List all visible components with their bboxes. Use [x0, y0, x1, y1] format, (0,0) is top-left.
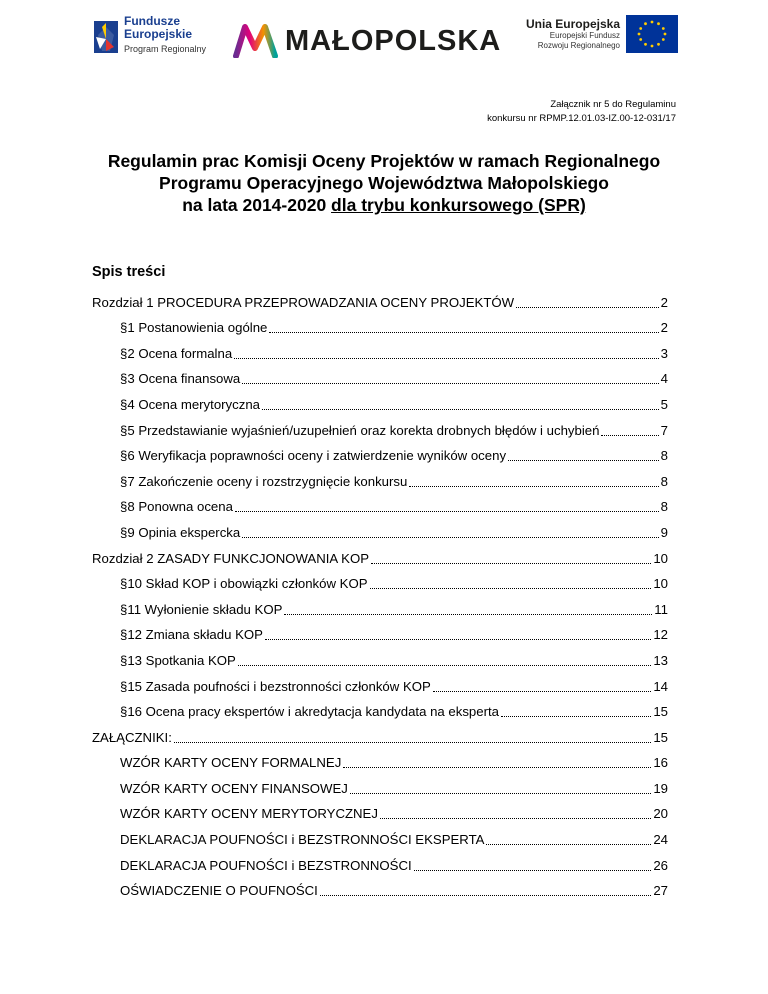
title-line3-plain: na lata 2014-2020	[182, 195, 332, 215]
unia-europejska-logo	[524, 15, 684, 59]
fe-text	[124, 15, 206, 56]
toc-leader-dots	[269, 331, 658, 333]
toc-entry-page: 16	[653, 755, 668, 771]
toc-entry[interactable]	[92, 464, 668, 490]
document-title	[60, 150, 708, 216]
toc-leader-dots	[262, 408, 659, 410]
toc-entry[interactable]	[92, 515, 668, 541]
toc-leader-dots	[601, 434, 658, 436]
toc-leader-dots	[371, 562, 651, 564]
title-line2: Programu Operacyjnego Województwa Małopolskiego	[159, 173, 609, 193]
toc-leader-dots	[235, 510, 659, 512]
toc-entry-label: §13 Spotkania KOP	[120, 652, 236, 668]
toc-leader-dots	[501, 715, 651, 717]
toc-entry-page: 13	[653, 652, 668, 668]
toc-entry-page: 8	[660, 473, 668, 489]
toc-entry-label: ZAŁĄCZNIKI:	[92, 729, 172, 745]
toc-leader-dots	[516, 306, 659, 308]
toc-entry[interactable]	[92, 490, 668, 516]
toc-entry-page: 12	[653, 627, 668, 643]
malopolska-logo	[233, 22, 502, 62]
ue-title: Unia Europejska	[525, 17, 620, 31]
toc-entry[interactable]	[92, 643, 668, 669]
toc-entry-label: §6 Weryfikacja poprawności oceny i zatwierdzenie wyników oceny	[120, 448, 507, 464]
toc-entry-label: WZÓR KARTY OCENY MERYTORYCZNEJ	[120, 806, 378, 822]
toc-entry[interactable]	[92, 413, 668, 439]
toc-leader-dots	[238, 664, 651, 666]
toc-entry[interactable]	[92, 592, 668, 618]
toc-entry[interactable]	[92, 336, 668, 362]
toc-entry[interactable]	[92, 771, 668, 797]
toc-entry[interactable]	[92, 387, 668, 413]
toc-entry-label: §10 Skład KOP i obowiązki członków KOP	[120, 576, 368, 592]
toc-entry[interactable]	[92, 746, 668, 772]
toc-entry-page: 15	[653, 729, 668, 745]
toc-leader-dots	[414, 869, 652, 871]
malopolska-m-icon	[233, 24, 279, 58]
toc-entry-label: §16 Ocena pracy ekspertów i akredytacja kandydata na eksperta	[120, 704, 499, 720]
toc-entry-page: 10	[653, 550, 668, 566]
toc-leader-dots	[370, 587, 652, 589]
toc-entry-page: 26	[653, 857, 668, 873]
toc-entry-label: §4 Ocena merytoryczna	[120, 396, 260, 412]
malopolska-text: MAŁOPOLSKA	[285, 25, 502, 57]
toc-entry-page: 9	[660, 524, 668, 540]
toc-entry-page: 7	[660, 422, 668, 438]
toc-leader-dots	[343, 766, 651, 768]
toc-entry-label: §15 Zasada poufności i bezstronności członków KOP	[120, 678, 431, 694]
title-line1: Regulamin prac Komisji Oceny Projektów w ramach Regionalnego	[107, 151, 661, 171]
fe-line3: Program Regionalny	[124, 44, 207, 54]
toc-entry-label: WZÓR KARTY OCENY FINANSOWEJ	[120, 780, 348, 796]
table-of-contents	[92, 285, 668, 899]
toc-entry-page: 2	[660, 294, 668, 310]
toc-entry-label: Rozdział 2 ZASADY FUNKCJONOWANIA KOP	[92, 550, 370, 566]
toc-entry-page: 5	[660, 396, 668, 412]
toc-entry-page: 27	[653, 883, 668, 899]
toc-entry-label: WZÓR KARTY OCENY FORMALNEJ	[120, 755, 342, 771]
toc-entry-label: §12 Zmiana składu KOP	[120, 627, 263, 643]
toc-entry[interactable]	[92, 285, 668, 311]
ue-sub1: Europejski Fundusz	[549, 31, 620, 40]
toc-entry-page: 8	[660, 499, 668, 515]
toc-entry-page: 20	[653, 806, 668, 822]
toc-entry-page: 4	[660, 371, 668, 387]
toc-entry-label: Rozdział 1 PROCEDURA PRZEPROWADZANIA OCENY PROJEKTÓW	[92, 294, 515, 310]
toc-entry-page: 8	[660, 448, 668, 464]
toc-entry-label: §5 Przedstawianie wyjaśnień/uzupełnień oraz korekta drobnych błędów i uchybień	[120, 422, 600, 438]
toc-leader-dots	[242, 382, 658, 384]
toc-heading: Spis treści	[92, 264, 166, 280]
toc-entry[interactable]	[92, 567, 668, 593]
toc-entry-label: §3 Ocena finansowa	[120, 371, 241, 387]
toc-leader-dots	[409, 485, 658, 487]
toc-entry-page: 15	[653, 704, 668, 720]
toc-entry[interactable]	[92, 874, 668, 900]
toc-entry[interactable]	[92, 669, 668, 695]
toc-leader-dots	[380, 817, 651, 819]
ue-sub2: Rozwoju Regionalnego	[537, 41, 620, 50]
toc-leader-dots	[242, 536, 658, 538]
logo-band	[0, 0, 768, 75]
toc-entry[interactable]	[92, 720, 668, 746]
toc-entry[interactable]	[92, 848, 668, 874]
title-line3	[60, 194, 708, 216]
toc-entry-page: 24	[653, 832, 668, 848]
toc-entry[interactable]	[92, 618, 668, 644]
fundusze-europejskie-logo	[92, 15, 242, 59]
toc-entry-label: §9 Opinia ekspercka	[120, 524, 241, 540]
attachment-note	[487, 98, 676, 126]
title-line3-underlined: dla trybu konkursowego (SPR)	[331, 195, 586, 215]
eu-flag-icon	[626, 15, 678, 53]
toc-entry-page: 2	[660, 320, 668, 336]
toc-entry[interactable]	[92, 311, 668, 337]
toc-entry[interactable]	[92, 822, 668, 848]
toc-leader-dots	[265, 638, 651, 640]
toc-entry-label: §2 Ocena formalna	[120, 345, 233, 361]
toc-leader-dots	[508, 459, 659, 461]
toc-entry[interactable]	[92, 797, 668, 823]
toc-leader-dots	[320, 894, 652, 896]
toc-leader-dots	[350, 792, 651, 794]
attachment-line2: konkursu nr RPMP.12.01.03-IZ.00-12-031/17	[487, 113, 676, 124]
attachment-line1: Załącznik nr 5 do Regulaminu	[550, 99, 676, 110]
toc-entry[interactable]	[92, 362, 668, 388]
toc-entry[interactable]	[92, 439, 668, 465]
toc-entry-label: §11 Wyłonienie składu KOP	[120, 601, 283, 617]
fe-line2: Europejskie	[124, 27, 193, 41]
toc-entry-label: §8 Ponowna ocena	[120, 499, 233, 515]
toc-leader-dots	[486, 843, 651, 845]
toc-leader-dots	[284, 613, 652, 615]
toc-entry[interactable]	[92, 541, 668, 567]
toc-entry-label: DEKLARACJA POUFNOŚCI i BEZSTRONNOŚCI	[120, 857, 412, 873]
toc-entry-label: OŚWIADCZENIE O POUFNOŚCI	[120, 883, 318, 899]
toc-entry-label: §7 Zakończenie oceny i rozstrzygnięcie konkursu	[120, 473, 408, 489]
toc-entry-page: 19	[653, 780, 668, 796]
fe-line1: Fundusze	[124, 14, 180, 28]
toc-entry-label: §1 Postanowienia ogólne	[120, 320, 268, 336]
toc-leader-dots	[433, 690, 652, 692]
toc-entry-page: 11	[654, 601, 668, 617]
fe-star-icon	[92, 17, 120, 57]
toc-entry-label: DEKLARACJA POUFNOŚCI i BEZSTRONNOŚCI EKSPERTA	[120, 832, 485, 848]
toc-leader-dots	[174, 741, 651, 743]
toc-entry-page: 3	[660, 345, 668, 361]
toc-entry-page: 10	[653, 576, 668, 592]
toc-entry-page: 14	[653, 678, 668, 694]
ue-text	[524, 17, 620, 51]
toc-entry[interactable]	[92, 695, 668, 721]
toc-leader-dots	[234, 357, 658, 359]
